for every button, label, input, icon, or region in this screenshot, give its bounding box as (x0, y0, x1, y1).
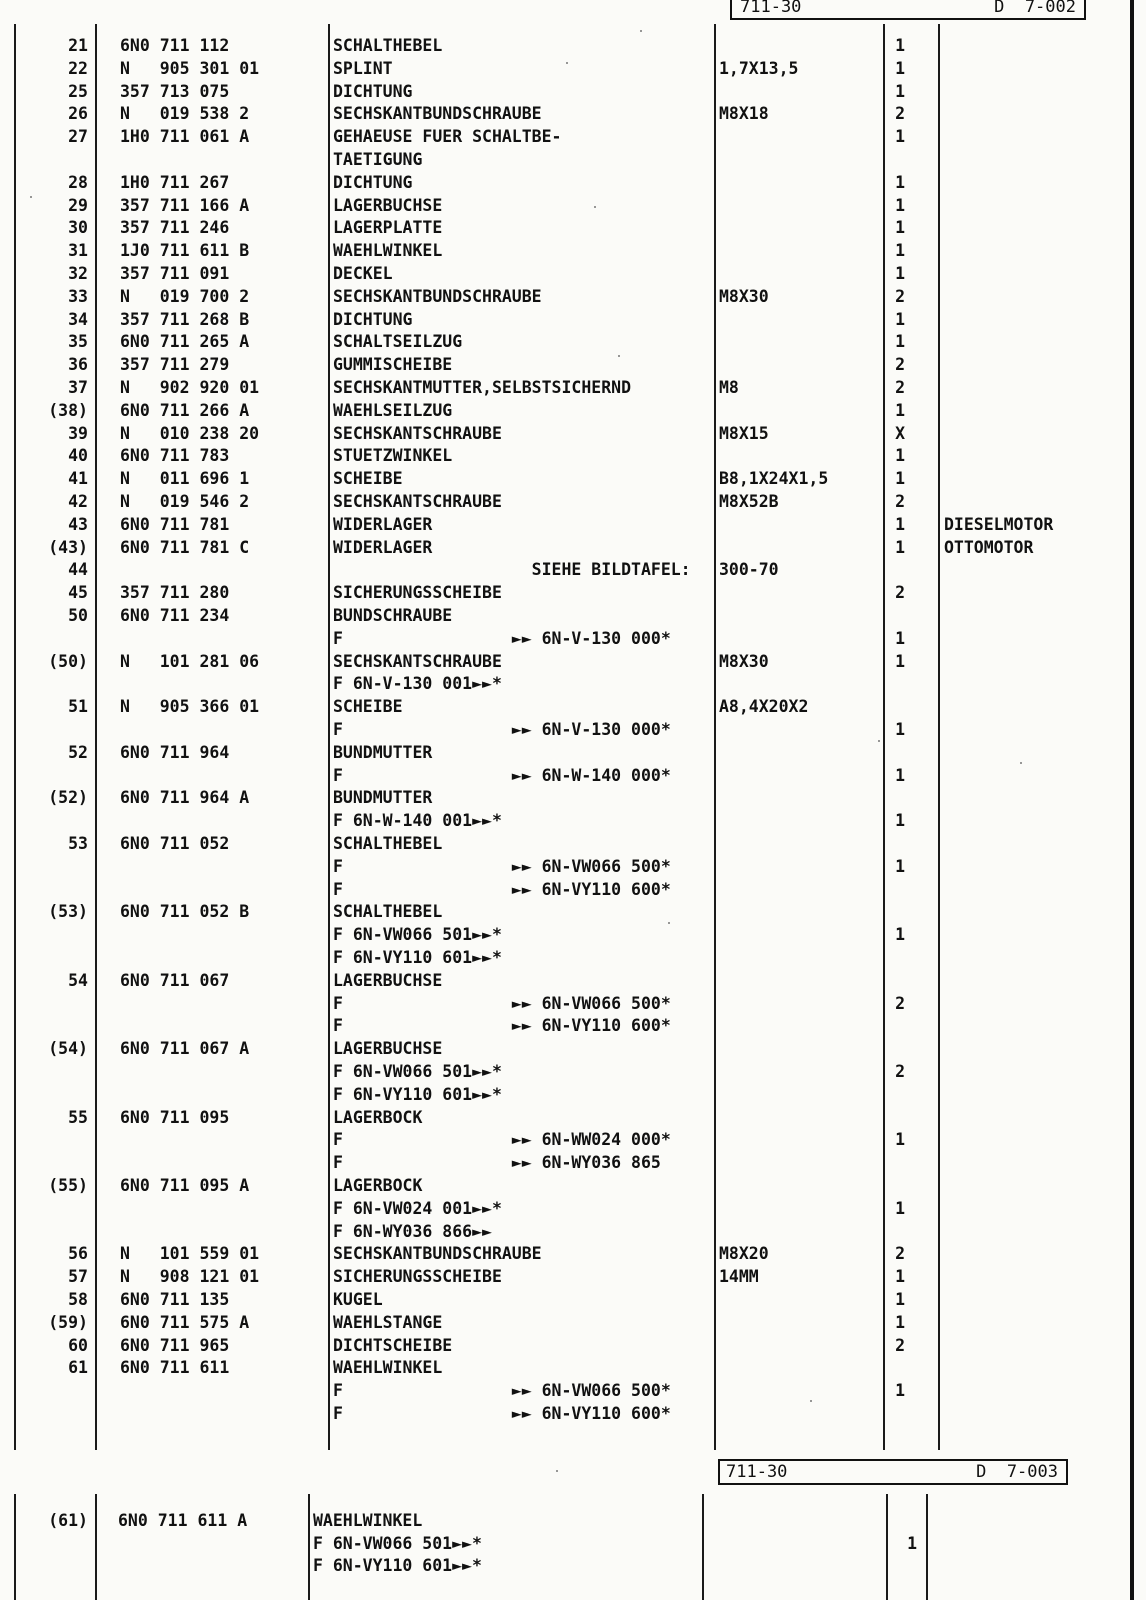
table-row (0, 241, 1146, 261)
position-number: 25 (68, 81, 88, 101)
part-description: F 6N-VW066 501►►* (313, 1533, 482, 1553)
part-number: 6N0 711 135 (120, 1290, 230, 1309)
table-row (0, 127, 1146, 147)
part-description: LAGERPLATTE (333, 218, 443, 238)
part-description: F ►► 6N-VW066 500* (333, 1381, 671, 1401)
part-number: 6N0 711 575 A (120, 1312, 250, 1332)
part-description: SCHALTHEBEL (333, 834, 443, 853)
part-description: SCHEIBE (333, 469, 403, 489)
table-row (0, 1404, 1146, 1424)
part-description: WIDERLAGER (333, 514, 433, 534)
table-row (0, 743, 1146, 763)
table-row (0, 766, 1146, 786)
quantity: 1 (907, 1533, 917, 1553)
part-description: SECHSKANTBUNDSCHRAUBE (333, 104, 542, 124)
table-row (0, 811, 1146, 831)
quantity: 2 (895, 1062, 905, 1081)
position-number: 57 (68, 1267, 88, 1287)
position-number: 40 (68, 446, 88, 466)
dimension: 1,7X13,5 (719, 58, 799, 78)
table-row (0, 310, 1146, 330)
part-description: LAGERBUCHSE (333, 195, 443, 215)
table-row (0, 1267, 1146, 1287)
quantity: 1 (895, 925, 905, 945)
part-description: F ►► 6N-VY110 600* (333, 1016, 671, 1036)
position-number: (54) (48, 1039, 88, 1059)
part-number: N 905 366 01 (120, 697, 260, 717)
table-row (0, 515, 1146, 535)
table-row (0, 492, 1146, 512)
dimension: 300-70 (719, 560, 779, 580)
part-number: 1J0 711 611 B (120, 241, 250, 261)
part-number: 6N0 711 052 B (120, 902, 250, 922)
part-number: N 011 696 1 (120, 469, 250, 489)
quantity: 1 (895, 1267, 905, 1287)
dimension: M8X18 (719, 104, 769, 124)
quantity: 1 (895, 81, 905, 101)
part-description: F ►► 6N-V-130 000* (333, 628, 671, 648)
part-number: 357 711 280 (120, 583, 230, 603)
quantity: 1 (895, 1198, 905, 1218)
part-description: SECHSKANTBUNDSCHRAUBE (333, 286, 542, 306)
quantity: 1 (895, 58, 905, 78)
part-description: WAEHLWINKEL (313, 1511, 423, 1530)
part-description: WAEHLSEILZUG (333, 400, 453, 420)
position-number: (55) (48, 1176, 88, 1195)
part-number: 6N0 711 781 C (120, 537, 250, 557)
position-number: 22 (68, 58, 88, 78)
part-number: N 019 700 2 (120, 286, 250, 306)
page-reference: D 7-003 (976, 1462, 1058, 1482)
quantity: 1 (895, 309, 905, 329)
part-description: WAEHLWINKEL (333, 1358, 443, 1378)
part-description: BUNDMUTTER (333, 788, 433, 808)
next-page-header-stamp (718, 1459, 1068, 1485)
quantity: 1 (895, 1381, 905, 1401)
table-row (0, 378, 1146, 398)
part-description: F ►► 6N-V-130 000* (333, 720, 671, 739)
part-number: N 019 538 2 (120, 104, 250, 124)
part-number: 357 711 246 (120, 218, 230, 238)
position-number: (53) (48, 902, 88, 922)
part-description: F 6N-VY110 601►►* (333, 948, 502, 967)
part-number: 1H0 711 267 (120, 172, 230, 192)
position-number: 61 (68, 1358, 88, 1378)
quantity: 2 (895, 378, 905, 397)
part-number: 6N0 711 095 (120, 1107, 230, 1127)
part-description: STUETZWINKEL (333, 446, 453, 466)
part-number: 6N0 711 234 (120, 606, 230, 625)
part-description: F ►► 6N-WW024 000* (333, 1130, 671, 1150)
position-number: 51 (68, 697, 88, 717)
part-number: 6N0 711 611 A (118, 1511, 248, 1530)
dimension: B8,1X24X1,5 (719, 469, 829, 489)
part-description: WAEHLWINKEL (333, 241, 443, 261)
table-row (0, 1085, 1146, 1105)
position-number: 50 (68, 606, 88, 625)
quantity: 1 (895, 195, 905, 215)
position-number: 21 (68, 36, 88, 55)
remark: DIESELMOTOR (944, 514, 1054, 534)
part-description: KUGEL (333, 1290, 383, 1309)
position-number: (61) (48, 1511, 88, 1530)
part-description: F 6N-VW066 501►►* (333, 1062, 502, 1081)
part-number: 6N0 711 265 A (120, 332, 250, 352)
table-row (0, 1222, 1146, 1242)
table-row (0, 173, 1146, 193)
table-row (0, 629, 1146, 649)
quantity: 1 (895, 36, 905, 55)
part-description: DICHTUNG (333, 309, 413, 329)
table-row (0, 82, 1146, 102)
quantity: 1 (895, 811, 905, 831)
quantity: 1 (895, 400, 905, 420)
part-number: 6N0 711 611 (120, 1358, 230, 1378)
quantity: 2 (895, 492, 905, 511)
quantity: 1 (895, 127, 905, 147)
part-description: DICHTUNG (333, 81, 413, 101)
part-number: 1H0 711 061 A (120, 127, 250, 147)
part-description: SCHALTHEBEL (333, 902, 443, 922)
quantity: 1 (895, 651, 905, 671)
part-description: F 6N-WY036 866►► (333, 1221, 492, 1241)
position-number: (38) (48, 400, 88, 420)
part-description: SECHSKANTSCHRAUBE (333, 492, 502, 511)
part-description: LAGERBOCK (333, 1176, 423, 1195)
part-description: SICHERUNGSSCHEIBE (333, 1267, 502, 1287)
position-number: (52) (48, 788, 88, 808)
position-number: 56 (68, 1244, 88, 1264)
table-row (0, 59, 1146, 79)
table-row (0, 1381, 1146, 1401)
table-row (0, 1290, 1146, 1310)
table-row (0, 1313, 1146, 1333)
table-row (0, 857, 1146, 877)
table-row (0, 1199, 1146, 1219)
group-code: 711-30 (726, 1462, 788, 1482)
table-row (0, 355, 1146, 375)
part-number: 6N0 711 095 A (120, 1176, 250, 1195)
table-row (0, 218, 1146, 238)
part-description: WIDERLAGER (333, 537, 433, 557)
table-row (0, 36, 1146, 56)
page-reference: D 7-002 (994, 0, 1076, 17)
part-description: F 6N-VY110 601►►* (313, 1556, 482, 1575)
part-number: 357 711 166 A (120, 195, 250, 215)
part-description: SICHERUNGSSCHEIBE (333, 583, 502, 603)
quantity: 1 (895, 1290, 905, 1309)
position-number: (59) (48, 1312, 88, 1332)
part-number: N 010 238 20 (120, 423, 260, 443)
position-number: 55 (68, 1107, 88, 1127)
part-description: TAETIGUNG (333, 150, 423, 169)
dimension: M8X30 (719, 286, 769, 306)
quantity: 1 (895, 628, 905, 648)
part-description: F ►► 6N-VW066 500* (333, 856, 671, 876)
position-number: 32 (68, 264, 88, 283)
position-number: 45 (68, 583, 88, 603)
part-description: F ►► 6N-VW066 500* (333, 993, 671, 1013)
part-number: 6N0 711 783 (120, 446, 230, 466)
table-row (0, 560, 1146, 580)
position-number: 29 (68, 195, 88, 215)
quantity: 1 (895, 446, 905, 466)
quantity: 1 (895, 1130, 905, 1150)
table-row (0, 1062, 1146, 1082)
quantity: 2 (895, 1244, 905, 1264)
part-number: 6N0 711 052 (120, 834, 230, 853)
table-row (0, 469, 1146, 489)
part-description: SECHSKANTBUNDSCHRAUBE (333, 1244, 542, 1264)
quantity: 2 (895, 286, 905, 306)
part-number: 357 713 075 (120, 81, 230, 101)
table-row (0, 1039, 1146, 1059)
position-number: 34 (68, 309, 88, 329)
table-row (0, 948, 1146, 968)
part-number: 357 711 268 B (120, 309, 250, 329)
quantity: 1 (895, 537, 905, 557)
position-number: 53 (68, 834, 88, 853)
position-number: 36 (68, 355, 88, 375)
part-number: 6N0 711 112 (120, 36, 230, 55)
position-number: 30 (68, 218, 88, 238)
part-description: SCHALTSEILZUG (333, 332, 463, 352)
table-row (0, 674, 1146, 694)
page-header-stamp (730, 0, 1086, 20)
table-row (0, 1130, 1146, 1150)
table-row (0, 720, 1146, 740)
quantity: 2 (895, 104, 905, 124)
dimension: M8X20 (719, 1244, 769, 1264)
position-number: 44 (68, 560, 88, 580)
position-number: 60 (68, 1335, 88, 1355)
position-number: 54 (68, 970, 88, 990)
position-number: (50) (48, 651, 88, 671)
position-number: 33 (68, 286, 88, 306)
position-number: 37 (68, 378, 88, 397)
position-number: (43) (48, 537, 88, 557)
table-row (0, 1153, 1146, 1173)
group-code: 711-30 (740, 0, 802, 17)
quantity: 1 (895, 469, 905, 489)
part-description: F ►► 6N-VY110 600* (333, 879, 671, 899)
position-number: 41 (68, 469, 88, 489)
part-number: 6N0 711 067 A (120, 1039, 250, 1059)
part-description: F ►► 6N-W-140 000* (333, 765, 671, 785)
table-row (0, 401, 1146, 421)
part-number: 6N0 711 964 (120, 742, 230, 762)
table-row (0, 264, 1146, 284)
part-description: F ►► 6N-WY036 865 (333, 1153, 661, 1173)
quantity: 1 (895, 1312, 905, 1332)
table-row (0, 1358, 1146, 1378)
part-description: F ►► 6N-VY110 600* (333, 1404, 671, 1423)
position-number: 39 (68, 423, 88, 443)
part-description: F 6N-V-130 001►►* (333, 674, 502, 694)
position-number: 31 (68, 241, 88, 261)
table-row (0, 104, 1146, 124)
part-description: DICHTSCHEIBE (333, 1335, 453, 1355)
table-row (0, 971, 1146, 991)
table-row (0, 1511, 1146, 1531)
part-description: SCHALTHEBEL (333, 36, 443, 55)
table-row (0, 446, 1146, 466)
part-number: N 101 559 01 (120, 1244, 260, 1264)
position-number: 43 (68, 514, 88, 534)
table-row (0, 538, 1146, 558)
part-description: LAGERBOCK (333, 1107, 423, 1127)
table-row (0, 583, 1146, 603)
part-description: SECHSKANTMUTTER,SELBSTSICHERND (333, 378, 632, 397)
table-row (0, 1016, 1146, 1036)
table-row (0, 150, 1146, 170)
table-row (0, 287, 1146, 307)
table-row (0, 902, 1146, 922)
part-description: GEHAEUSE FUER SCHALTBE- (333, 127, 562, 147)
table-row (0, 994, 1146, 1014)
table-row (0, 1336, 1146, 1356)
position-number: 27 (68, 127, 88, 147)
part-description: BUNDMUTTER (333, 742, 433, 762)
part-number: N 101 281 06 (120, 651, 260, 671)
part-number: 6N0 711 266 A (120, 400, 250, 420)
table-row (0, 652, 1146, 672)
table-row (0, 788, 1146, 808)
part-description: LAGERBUCHSE (333, 1039, 443, 1059)
table-row (0, 834, 1146, 854)
table-row (0, 424, 1146, 444)
dimension: M8X15 (719, 423, 769, 443)
part-description: DECKEL (333, 264, 393, 283)
part-number: N 902 920 01 (120, 378, 260, 397)
quantity: 1 (895, 514, 905, 534)
part-number: N 019 546 2 (120, 492, 250, 511)
part-number: 6N0 711 067 (120, 970, 230, 990)
part-description: F 6N-VW024 001►►* (333, 1198, 502, 1218)
part-number: 357 711 279 (120, 355, 230, 375)
part-description: SECHSKANTSCHRAUBE (333, 651, 502, 671)
position-number: 26 (68, 104, 88, 124)
dimension: M8X52B (719, 492, 779, 511)
position-number: 52 (68, 742, 88, 762)
part-number: 357 711 091 (120, 264, 230, 283)
table-row (0, 1534, 1146, 1554)
part-description: SIEHE BILDTAFEL: (333, 560, 691, 580)
quantity: 2 (895, 583, 905, 603)
quantity: 1 (895, 856, 905, 876)
table-row (0, 1244, 1146, 1264)
part-number: N 908 121 01 (120, 1267, 260, 1287)
part-description: BUNDSCHRAUBE (333, 606, 453, 625)
quantity: 1 (895, 241, 905, 261)
part-description: SPLINT (333, 58, 393, 78)
table-row (0, 925, 1146, 945)
position-number: 58 (68, 1290, 88, 1309)
part-number: 6N0 711 964 A (120, 788, 250, 808)
quantity: 1 (895, 720, 905, 739)
part-description: LAGERBUCHSE (333, 970, 443, 990)
dimension: M8 (719, 378, 739, 397)
quantity: 2 (895, 355, 905, 375)
table-row (0, 332, 1146, 352)
part-description: SCHEIBE (333, 697, 403, 717)
table-row (0, 1108, 1146, 1128)
quantity: 1 (895, 218, 905, 238)
quantity: 2 (895, 993, 905, 1013)
part-description: WAEHLSTANGE (333, 1312, 443, 1332)
dimension: M8X30 (719, 651, 769, 671)
quantity: 1 (895, 765, 905, 785)
part-number: 6N0 711 781 (120, 514, 230, 534)
dimension: 14MM (719, 1267, 759, 1287)
position-number: 42 (68, 492, 88, 511)
table-row (0, 697, 1146, 717)
part-description: F 6N-W-140 001►►* (333, 811, 502, 831)
table-row (0, 1556, 1146, 1576)
part-number: 6N0 711 965 (120, 1335, 230, 1355)
dimension: A8,4X20X2 (719, 697, 809, 717)
part-description: F 6N-VY110 601►►* (333, 1084, 502, 1104)
remark: OTTOMOTOR (944, 537, 1034, 557)
table-row (0, 1176, 1146, 1196)
position-number: 28 (68, 172, 88, 192)
quantity: X (895, 423, 905, 443)
quantity: 1 (895, 332, 905, 352)
quantity: 2 (895, 1335, 905, 1355)
part-description: GUMMISCHEIBE (333, 355, 453, 375)
part-description: F 6N-VW066 501►►* (333, 925, 502, 945)
quantity: 1 (895, 172, 905, 192)
position-number: 35 (68, 332, 88, 352)
part-description: DICHTUNG (333, 172, 413, 192)
table-row (0, 196, 1146, 216)
part-description: SECHSKANTSCHRAUBE (333, 423, 502, 443)
table-row (0, 880, 1146, 900)
quantity: 1 (895, 264, 905, 283)
part-number: N 905 301 01 (120, 58, 260, 78)
table-row (0, 606, 1146, 626)
